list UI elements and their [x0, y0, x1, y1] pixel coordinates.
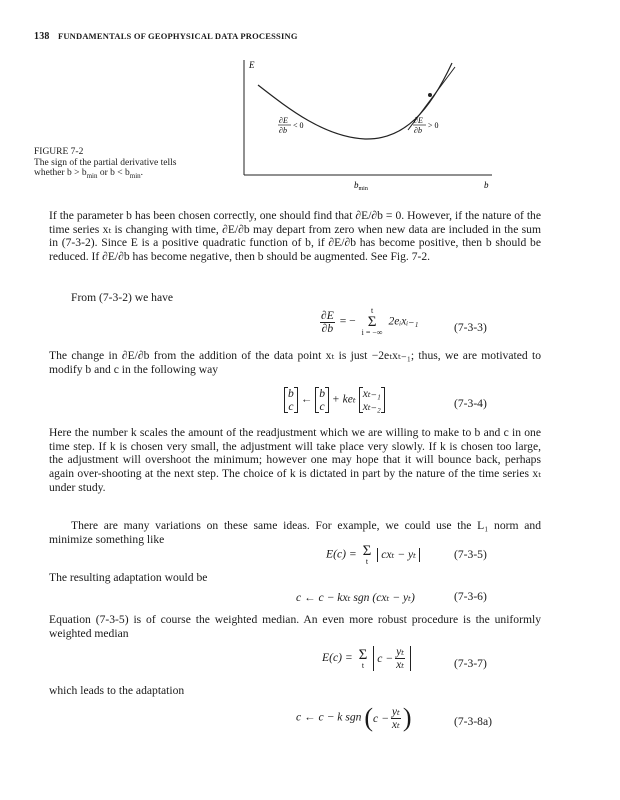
left-deriv-rel: < 0: [293, 121, 304, 130]
right-deriv-num: ∂E: [414, 116, 423, 125]
paragraph-8: which leads to the adaptation: [49, 684, 185, 697]
paragraph-3: The change in ∂E/∂b from the addition of the data point xₜ is just −2eₜxₜ₋₁; thus, we are motivated to modify b and c in the following way: [49, 349, 541, 376]
equation-number-7-3-3: (7-3-3): [454, 321, 487, 334]
paragraph-1: If the parameter b has been chosen correctly, one should find that ∂E/∂b = 0. However, if the nature of the time series xₜ is changing with time, ∂E/∂b may depart from zero when new data are included in the sum in (7-3-2). Since E is a positive quadratic function of b, if ∂E/∂b has become positive, then b should be reduced. If ∂E/∂b has become negative, then b should be augmented. See Fig. 7-2.: [49, 209, 541, 264]
bmin-label: $b_{min}$: [354, 180, 368, 192]
paragraph-5: There are many variations on these same ideas. For example, we could use the L₁ norm and minimize something like: [49, 519, 541, 546]
paragraph-2: From (7-3-2) we have: [71, 291, 174, 304]
paragraph-7: Equation (7-3-5) is of course the weighted median. An even more robust procedure is the uniformly weighted median: [49, 613, 541, 640]
equation-number-7-3-4: (7-3-4): [454, 397, 487, 410]
equation-7-3-8a: c ← c − k sgn ( c − $\frac{\text{yₜ}}{\text{xₜ}}$ ): [296, 703, 412, 732]
equation-number-7-3-8a: (7-3-8a): [454, 715, 492, 728]
equation-number-7-3-7: (7-3-7): [454, 657, 487, 670]
equation-7-3-5: E(c) = Σ t cxₜ − yₜ: [326, 544, 420, 566]
left-deriv-den: ∂b: [279, 126, 287, 135]
paragraph-4: Here the number k scales the amount of the readjustment which we are willing to make to b and c in one time step. If k is chosen very small, the adjustment will take place very slowly. If k is chosen too large, the adjustment will overshoot the minimum; however one may hope that it will bounce back, perhaps again over-shooting at the next step. The choice of k is dictated in part by the nature of the time series xₜ under study.: [49, 426, 541, 494]
equation-7-3-4: b c ← b c + keₜ xₜ₋₁ xₜ₋₂: [284, 387, 385, 413]
page-number: 138: [34, 31, 50, 42]
left-deriv-num: ∂E: [279, 116, 288, 125]
caption-line1: The sign of the partial derivative tells: [34, 157, 177, 168]
running-title: FUNDAMENTALS OF GEOPHYSICAL DATA PROCESSING: [57, 31, 298, 41]
equation-number-7-3-6: (7-3-6): [454, 590, 487, 603]
paragraph-6: The resulting adaptation would be: [49, 571, 208, 584]
tangent-point: [428, 93, 432, 97]
caption-title: FIGURE 7-2: [34, 147, 84, 157]
axis-x-label: b: [484, 180, 489, 190]
equation-7-3-6: c ← c − kxₜ sgn (cxₜ − yₜ): [296, 591, 415, 604]
caption-line2: whether $b > b_{min}$ or $b < b_{min}$.: [34, 168, 144, 180]
equation-7-3-3: $\frac{\partial E}{\partial b}$ = − t Σ i = −∞ 2eᵢxᵢ₋₁: [321, 306, 419, 337]
error-curve: [258, 63, 452, 139]
figure-7-2-plot: [230, 55, 510, 195]
figure-caption: [34, 147, 234, 181]
equation-7-3-7: E(c) = Σ t c − $\frac{\text{yₜ}}{\text{xₜ}}$: [322, 646, 411, 671]
running-header: [34, 31, 298, 42]
equation-number-7-3-5: (7-3-5): [454, 548, 487, 561]
right-deriv-den: ∂b: [414, 126, 422, 135]
right-deriv-rel: > 0: [428, 121, 439, 130]
axis-y-label: E: [249, 60, 255, 70]
